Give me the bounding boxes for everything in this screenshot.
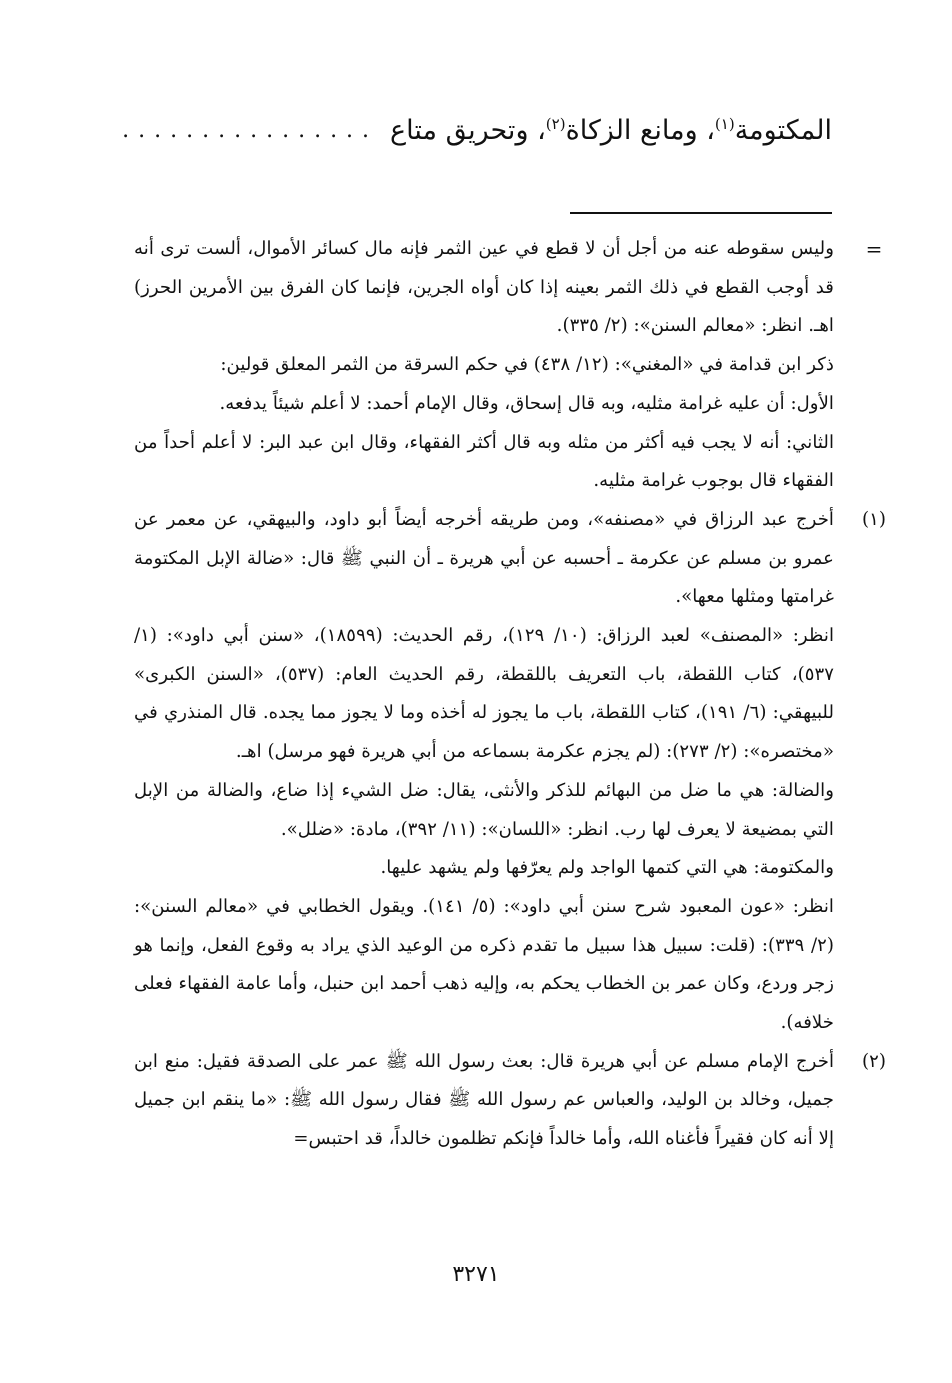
header-part-2: ، ومانع الزكاة [565, 114, 715, 146]
continued-paragraph-3: الأول: أن عليه غرامة مثليه، وبه قال إسحاق، وقال الإمام أحمد: لا أعلم شيئاً يدفعه. [219, 392, 834, 414]
footnote-1-paragraph-3: والضالة: هي ما ضل من البهائم للذكر والأنثى، يقال: ضل الشيء إذا ضاع، والضالة من الإبل التي بمضيعة لا يعرف لها رب. انظر: «اللسان»: (١١/ ٣٩٢)، مادة: «ضلل». [134, 779, 834, 840]
page-number: ٣٢٧١ [452, 1262, 500, 1287]
footnote-separator-rule [570, 212, 832, 214]
footnote-2-marker: (٢) [862, 1050, 886, 1072]
header-part-1: المكتومة [734, 114, 832, 146]
footnote-2-paragraph-1 [134, 1043, 834, 1159]
footnote-1-paragraph-5: انظر: «عون المعبود شرح سنن أبي داود»: (٥/ ١٤١). ويقول الخطابي في «معالم السنن»: (٢/ ٣٣٩): (قلت: سبيل هذا سبيل ما تقدم ذكره من الوعيد الذي يراد به وقوع الفعل، وإنما هو زجر وردع، وكان عمر بن الخطاب يحكم به، وإليه ذهب أحمد ابن حنبل، وأما عامة الفقهاء فعلى خلافه). [134, 895, 834, 1034]
footnote-1-paragraph-4: والمكتومة: هي التي كتمها الواجد ولم يعرّفها ولم يشهد عليها. [380, 857, 834, 879]
continuation-marker: = [865, 237, 883, 261]
footnote-2 [134, 1043, 886, 1159]
footnote-2-text: أخرج الإمام مسلم عن أبي هريرة قال: بعث رسول الله ﷺ عمر على الصدقة فقيل: منع ابن جميل، وخالد بن الوليد، والعباس عم رسول الله ﷺ فقال رسول الله ﷺ: «ما ينقم ابن جميل إلا أنه كان فقيراً فأغناه الله، وأما خالداً فإنكم تظلمون خالداً، قد احتبس [134, 1050, 834, 1150]
footnote-1 [134, 501, 886, 1043]
footnote-1-paragraph-1: أخرج عبد الرزاق في «مصنفه»، ومن طريقه أخرجه أيضاً أبو داود، والبيهقي، عن معمر عن عمرو بن مسلم عن عكرمة ـ أحسبه عن أبي هريرة ـ أن النبي ﷺ قال: «ضالة الإبل المكتومة غرامتها ومثلها معها». [134, 508, 834, 608]
footnotes-area [134, 230, 886, 1159]
footnote-1-paragraph-2: انظر: «المصنف» لعبد الرزاق: (١٠/ ١٢٩)، رقم الحديث: (١٨٥٩٩)، «سنن أبي داود»: (١/ ٥٣٧)، كتاب اللقطة، باب التعريف باللقطة، رقم الحديث العام: (٥٣٧)، «السنن الكبرى» للبيهقي: (٦/ ١٩١)، كتاب اللقطة، باب ما يجوز له أخذه وما لا يجوز مما يجده. قال المنذري في «مختصره»: (٢/ ٢٧٣): (لم يجزم عكرمة بسماعه من أبي هريرة فهو مرسل) اهـ. [134, 625, 834, 763]
header-leader-dots: ................ [122, 117, 379, 143]
continued-paragraph-4: الثاني: أنه لا يجب فيه أكثر من مثله وبه قال أكثر الفقهاء، وقال ابن عبد البر: لا أعلم أحداً من الفقهاء قال بوجوب غرامة مثليه. [134, 431, 834, 492]
continued-paragraph-1: وليس سقوطه عنه من أجل أن لا قطع في عين الثمر فإنه مال كسائر الأموال، ألست ترى أنه قد أوجب القطع في ذلك الثمر بعينه إذا كان أواه الجرين، فإنما كان الفرق بين الأمرين الحرز) اهـ. انظر: «معالم السنن»: (٢/ ٣٣٥). [134, 238, 834, 337]
running-header [122, 104, 832, 156]
footnote-ref-1[interactable]: (١) [714, 114, 735, 133]
footnote-1-marker: (١) [862, 508, 886, 530]
continued-footnote [134, 230, 883, 501]
header-title [390, 115, 832, 146]
footnote-ref-2[interactable]: (٢) [545, 114, 566, 133]
header-part-3: ، وتحريق متاع [390, 114, 546, 146]
continues-next-page-sign: = [293, 1128, 309, 1150]
continued-paragraph-2: ذكر ابن قدامة في «المغني»: (١٢/ ٤٣٨) في حكم السرقة من الثمر المعلق قولين: [220, 354, 834, 376]
